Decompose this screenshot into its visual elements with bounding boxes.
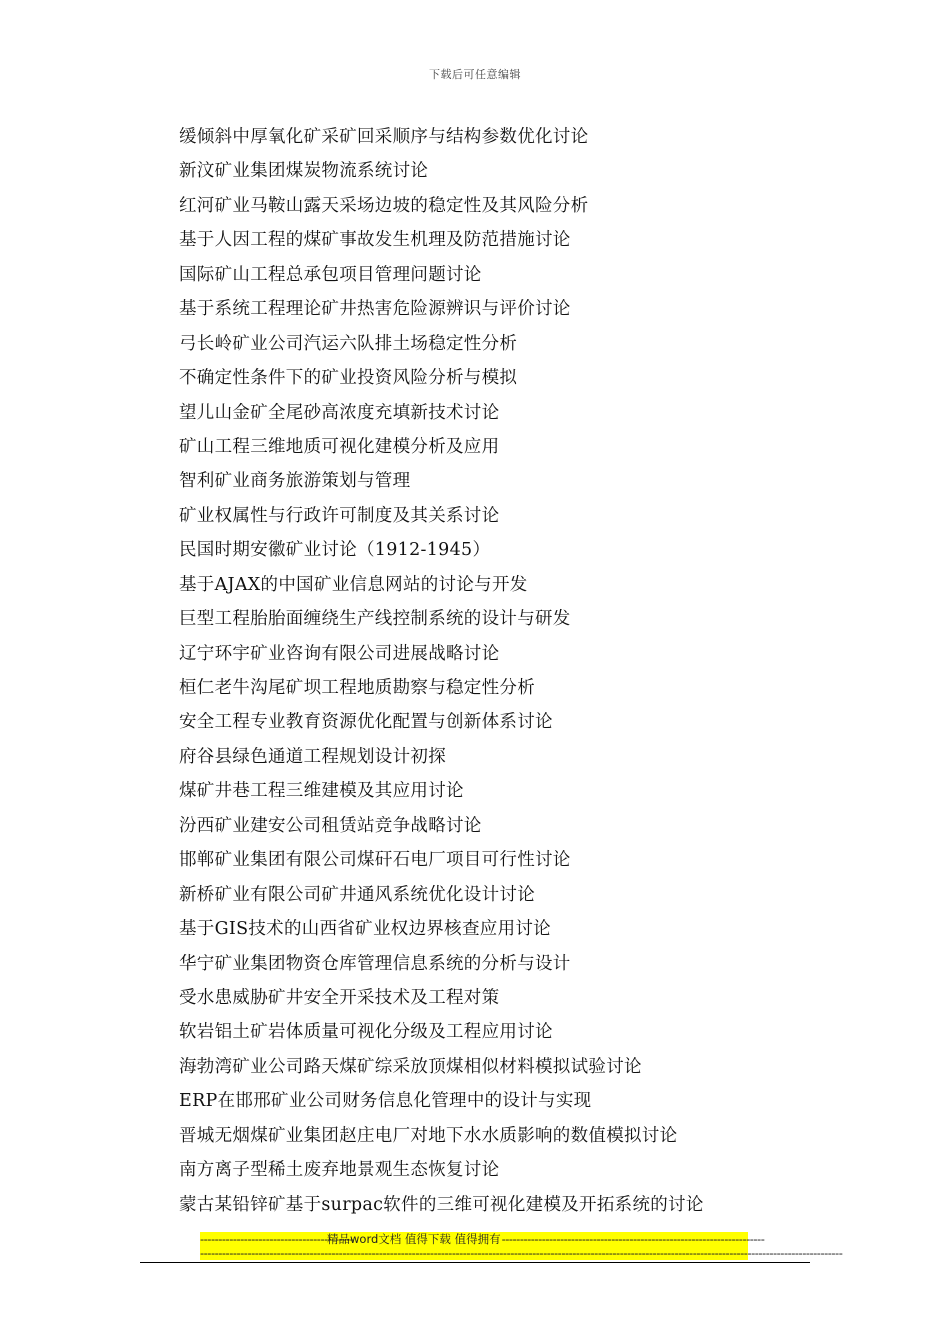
footer-rule [140,1262,810,1263]
title-item: 南方离子型稀土废弃地景观生态恢复讨论 [179,1160,500,1181]
footer-dashes-full: -------------------------------------------------------------------------------------------------------------------------------------------------------------------------------- [200,1246,843,1260]
title-item: 邯郸矿业集团有限公司煤矸石电厂项目可行性讨论 [179,850,571,871]
title-item: 智利矿业商务旅游策划与管理 [179,471,411,492]
title-item: 海勃湾矿业公司路天煤矿综采放顶煤相似材料模拟试验讨论 [179,1056,642,1077]
footer-dashes-right: ------------------------------------------------------------------------ [501,1232,765,1246]
thesis-title-list [179,120,799,1222]
title-item: 缓倾斜中厚氧化矿采矿回采顺序与结构参数优化讨论 [179,127,589,147]
title-item: 基于AJAX的中国矿业信息网站的讨论与开发 [179,574,528,595]
title-item: 府谷县绿色通道工程规划设计初探 [179,746,446,767]
title-item: 矿业权属性与行政许可制度及其关系讨论 [179,505,500,526]
footer-promo-text: 精品word文档 值得下载 值得拥有 [327,1232,501,1246]
title-item: 红河矿业马鞍山露天采场边坡的稳定性及其风险分析 [179,195,589,216]
title-item: 华宁矿业集团物资仓库管理信息系统的分析与设计 [179,953,571,974]
title-item: 软岩铝土矿岩体质量可视化分级及工程应用讨论 [179,1022,553,1043]
title-item: 基于人因工程的煤矿事故发生机理及防范措施讨论 [179,230,571,251]
title-item: 民国时期安徽矿业讨论（1912-1945） [179,540,491,561]
title-item: 安全工程专业教育资源优化配置与创新体系讨论 [179,712,553,733]
title-item: 国际矿山工程总承包项目管理问题讨论 [179,264,482,285]
title-item: 矿山工程三维地质可视化建模分析及应用 [179,436,500,457]
title-item: 煤矿井巷工程三维建模及其应用讨论 [179,781,464,802]
title-item: 新汶矿业集团煤炭物流系统讨论 [179,161,429,182]
title-item: 新桥矿业有限公司矿井通风系统优化设计讨论 [179,884,535,905]
footer-promo-line [200,1232,765,1246]
title-item: 基于GIS技术的山西省矿业权边界核查应用讨论 [179,919,551,940]
title-item: 望儿山金矿全尾砂高浓度充填新技术讨论 [179,402,500,423]
title-item: 不确定性条件下的矿业投资风险分析与模拟 [179,368,518,389]
title-item: 辽宁环宇矿业咨询有限公司进展战略讨论 [179,643,500,664]
title-item: 汾西矿业建安公司租赁站竞争战略讨论 [179,815,482,836]
title-item: 受水患威胁矿井安全开采技术及工程对策 [179,987,500,1008]
title-item: 基于系统工程理论矿井热害危险源辨识与评价讨论 [179,299,571,320]
title-item: 晋城无烟煤矿业集团赵庄电厂对地下水水质影响的数值模拟讨论 [179,1125,678,1146]
title-item: 弓长岭矿业公司汽运六队排土场稳定性分析 [179,333,518,354]
title-item: 桓仁老牛沟尾矿坝工程地质勘察与稳定性分析 [179,678,535,698]
title-item: ERP在邯邢矿业公司财务信息化管理中的设计与实现 [179,1091,592,1112]
footer-dashes-left: ------------------------------------------ [200,1232,354,1246]
title-item: 巨型工程胎胎面缠绕生产线控制系统的设计与研发 [179,609,571,630]
title-item: 蒙古某铅锌矿基于surpac软件的三维可视化建模及开拓系统的讨论 [179,1194,704,1215]
page-header: 下载后可任意编辑 [429,68,521,81]
footer-dash-line [200,1246,843,1260]
